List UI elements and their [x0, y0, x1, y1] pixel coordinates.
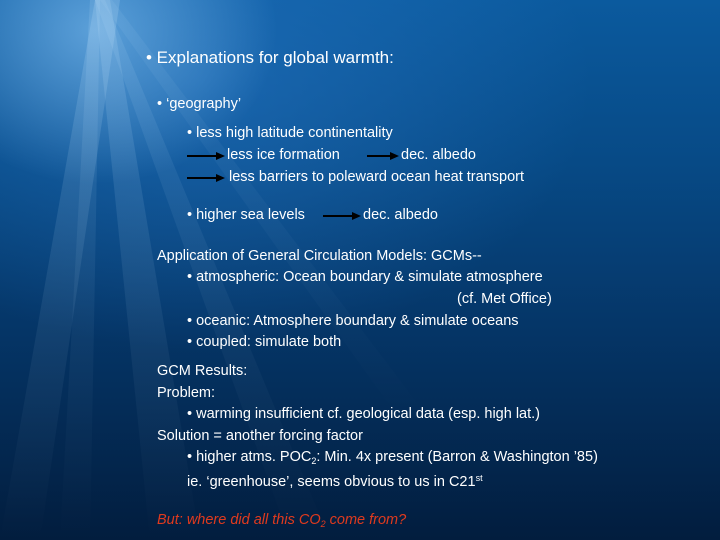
gcm-oceanic: • oceanic: Atmosphere boundary & simulate oceans [187, 313, 519, 329]
slide-title: • Explanations for global warmth: [146, 48, 394, 67]
ocean-heat-transport-text: less barriers to poleward ocean heat transport [229, 169, 524, 185]
gcm-heading: Application of General Circulation Models: GCMs-- [157, 248, 482, 264]
arrow-icon [366, 150, 400, 162]
solution-item: • higher atms. $POC_2$: Min. 4x present (Barron & Washington ’85) [187, 449, 598, 466]
geography-heading: • ‘geography’ [157, 96, 242, 112]
gcm-met-office-note: (cf. Met Office) [457, 291, 552, 307]
gcm-coupled: • coupled: simulate both [187, 334, 342, 350]
ice-formation-text: less ice formation [227, 147, 340, 163]
arrow-icon [322, 210, 362, 222]
problem-item: • warming insufficient cf. geological data (esp. high lat.) [187, 406, 540, 422]
arrow-icon [186, 172, 226, 184]
greenhouse-note: ie. ‘greenhouse’, seems obvious to us in C21st [187, 473, 483, 490]
albedo-text: dec. albedo [401, 147, 476, 163]
continentality-item: • less high latitude continentality [187, 125, 393, 141]
co2-question: But: where did all this $CO_2$ come from? [157, 512, 407, 529]
sea-levels-text: • higher sea levels [187, 207, 305, 223]
arrow-icon [186, 150, 226, 162]
problem-label: Problem: [157, 385, 216, 401]
sea-level-albedo-text: dec. albedo [363, 207, 438, 223]
results-heading: GCM Results: [157, 363, 248, 379]
gcm-atmospheric: • atmospheric: Ocean boundary & simulate atmosphere [187, 269, 543, 285]
solution-label: Solution = another forcing factor [157, 428, 363, 444]
